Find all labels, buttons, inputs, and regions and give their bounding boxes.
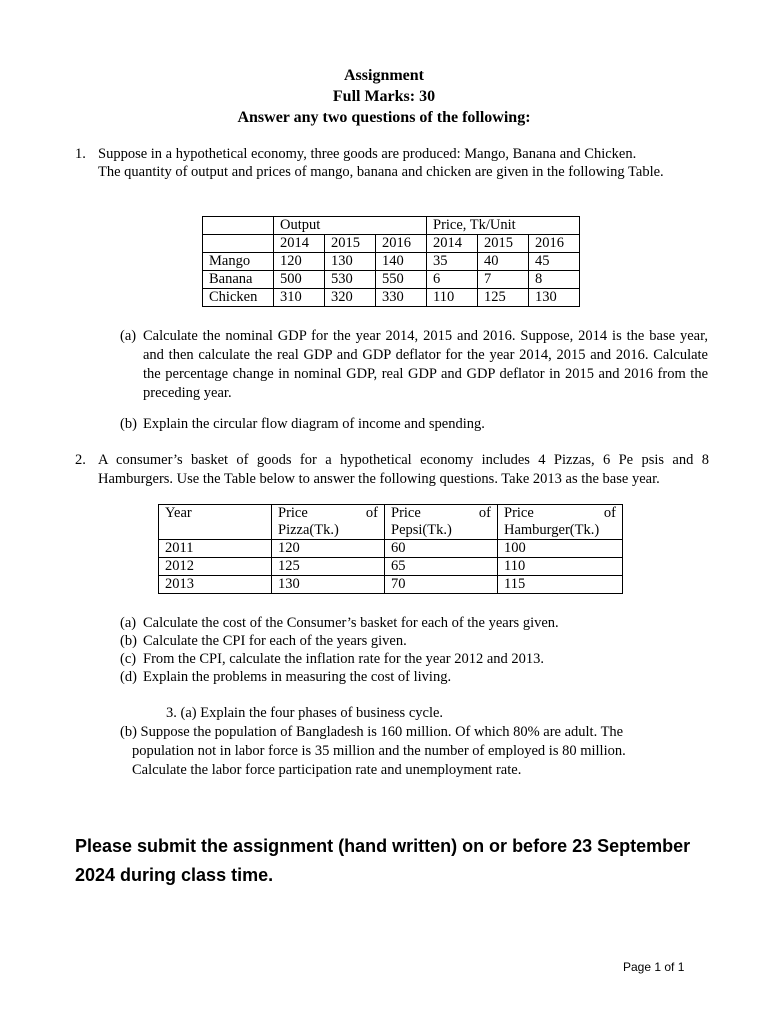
- item-text: Explain the problems in measuring the cost of living.: [143, 669, 452, 685]
- table-row: [159, 540, 623, 558]
- table-cell: 530: [325, 271, 376, 289]
- table-cell: 140: [376, 253, 427, 271]
- question-2-number: 2.: [75, 452, 86, 468]
- submission-notice: Please submit the assignment (hand written) on or before 23 September 2024 during class time.: [75, 836, 691, 885]
- full-marks: Full Marks: 30: [332, 88, 436, 105]
- good-name: Mango: [203, 253, 274, 271]
- header: [0, 65, 768, 128]
- table-cell: 110: [427, 289, 478, 307]
- item-text: Calculate the cost of the Consumer’s basket for each of the years given.: [143, 615, 559, 631]
- table-cell: 60: [385, 540, 498, 558]
- table-cell: 2012: [159, 558, 272, 576]
- item-label: (b): [120, 633, 137, 649]
- table-year-row: [203, 235, 580, 253]
- table-cell: 130: [325, 253, 376, 271]
- year-header: Year: [159, 505, 272, 540]
- table-cell: 130: [272, 576, 385, 594]
- header-word: Price: [391, 505, 421, 521]
- table-cell: 35: [427, 253, 478, 271]
- question-3-line1: 3. (a) Explain the four phases of business cycle.: [166, 705, 444, 721]
- table-cell: 115: [498, 576, 623, 594]
- table-cell: 70: [385, 576, 498, 594]
- year-cell: 2016: [529, 235, 580, 253]
- table-row: [159, 558, 623, 576]
- table-cell: 120: [272, 540, 385, 558]
- hamburger-header: [498, 505, 623, 540]
- pizza-header: [272, 505, 385, 540]
- output-price-table: [202, 216, 580, 307]
- list-item: [120, 650, 559, 668]
- question-3: [120, 704, 660, 780]
- table-cell: 320: [325, 289, 376, 307]
- list-item: [120, 614, 559, 632]
- table-cell: 65: [385, 558, 498, 576]
- table-cell: 7: [478, 271, 529, 289]
- table-cell: 40: [478, 253, 529, 271]
- question-2-items: [120, 614, 559, 686]
- good-name: Chicken: [203, 289, 274, 307]
- question-2-text: A consumer’s basket of goods for a hypothetical economy includes 4 Pizzas, 6 Pe psis and 8 Hamburgers. Use the Table below to answer the following questions. Take 2013 as the base year.: [98, 452, 709, 487]
- page-number: Page 1 of 1: [623, 960, 685, 974]
- table-cell: 330: [376, 289, 427, 307]
- header-word: Pizza(Tk.): [278, 522, 339, 538]
- question-3-line3: population not in labor force is 35 million and the number of employed is 80 million.: [132, 743, 626, 759]
- question-1b-label: (b): [120, 416, 137, 432]
- table-cell: 100: [498, 540, 623, 558]
- instruction: Answer any two questions of the following:: [237, 109, 531, 126]
- table-row: [203, 271, 580, 289]
- question-1a-text: Calculate the nominal GDP for the year 2014, 2015 and 2016. Suppose, 2014 is the base year, and then calculate the real GDP and GDP deflator for the year 2014, 2015 and 2016. Calculate the percentage change in nominal GDP, real GDP and GDP deflator in 2015 and 2016 from the preceding year.: [143, 328, 708, 401]
- item-label: (c): [120, 651, 137, 667]
- table-row: [203, 253, 580, 271]
- question-2: [75, 451, 709, 489]
- output-header: Output: [274, 217, 427, 235]
- question-1a-label: (a): [120, 328, 137, 344]
- question-1: [75, 145, 715, 181]
- table-cell: 2011: [159, 540, 272, 558]
- list-item: [120, 668, 559, 686]
- pepsi-header: [385, 505, 498, 540]
- table-cell: 130: [529, 289, 580, 307]
- table-cell: [203, 235, 274, 253]
- table-row: [159, 576, 623, 594]
- table-cell: 110: [498, 558, 623, 576]
- year-cell: 2015: [478, 235, 529, 253]
- list-item: [120, 632, 559, 650]
- table-cell: [203, 217, 274, 235]
- item-label: (d): [120, 669, 137, 685]
- header-word: Price: [278, 505, 308, 521]
- table-header-row: [203, 217, 580, 235]
- question-1b-text: Explain the circular flow diagram of income and spending.: [143, 416, 485, 432]
- question-1-line2: The quantity of output and prices of mango, banana and chicken are given in the following Table.: [98, 164, 664, 180]
- price-header: Price, Tk/Unit: [427, 217, 580, 235]
- header-word: Price: [504, 505, 534, 521]
- table-row: [203, 289, 580, 307]
- assignment-title: Assignment: [343, 67, 424, 84]
- table-cell: 125: [478, 289, 529, 307]
- year-cell: 2014: [274, 235, 325, 253]
- table-cell: 45: [529, 253, 580, 271]
- item-text: Calculate the CPI for each of the years given.: [143, 633, 407, 649]
- table-cell: 2013: [159, 576, 272, 594]
- table-cell: 125: [272, 558, 385, 576]
- table-cell: 310: [274, 289, 325, 307]
- basket-price-table: [158, 504, 623, 594]
- item-label: (a): [120, 615, 137, 631]
- good-name: Banana: [203, 271, 274, 289]
- question-3-line2: (b) Suppose the population of Bangladesh is 160 million. Of which 80% are adult. The: [120, 724, 624, 740]
- header-word: Hamburger(Tk.): [504, 522, 600, 538]
- header-word: Pepsi(Tk.): [391, 522, 452, 538]
- question-1a: [120, 327, 708, 403]
- header-word: of: [365, 505, 378, 521]
- year-cell: 2015: [325, 235, 376, 253]
- table-cell: 500: [274, 271, 325, 289]
- table-cell: 6: [427, 271, 478, 289]
- table-cell: 8: [529, 271, 580, 289]
- year-cell: 2016: [376, 235, 427, 253]
- question-1b: [120, 415, 708, 434]
- question-3-line4: Calculate the labor force participation rate and unemployment rate.: [132, 762, 522, 778]
- table-cell: 550: [376, 271, 427, 289]
- header-word: of: [603, 505, 616, 521]
- question-1-number: 1.: [75, 146, 86, 162]
- item-text: From the CPI, calculate the inflation rate for the year 2012 and 2013.: [143, 651, 545, 667]
- table-header-row: [159, 505, 623, 540]
- question-1-line1: Suppose in a hypothetical economy, three goods are produced: Mango, Banana and Chicken.: [98, 146, 637, 162]
- year-cell: 2014: [427, 235, 478, 253]
- table-cell: 120: [274, 253, 325, 271]
- header-word: of: [478, 505, 491, 521]
